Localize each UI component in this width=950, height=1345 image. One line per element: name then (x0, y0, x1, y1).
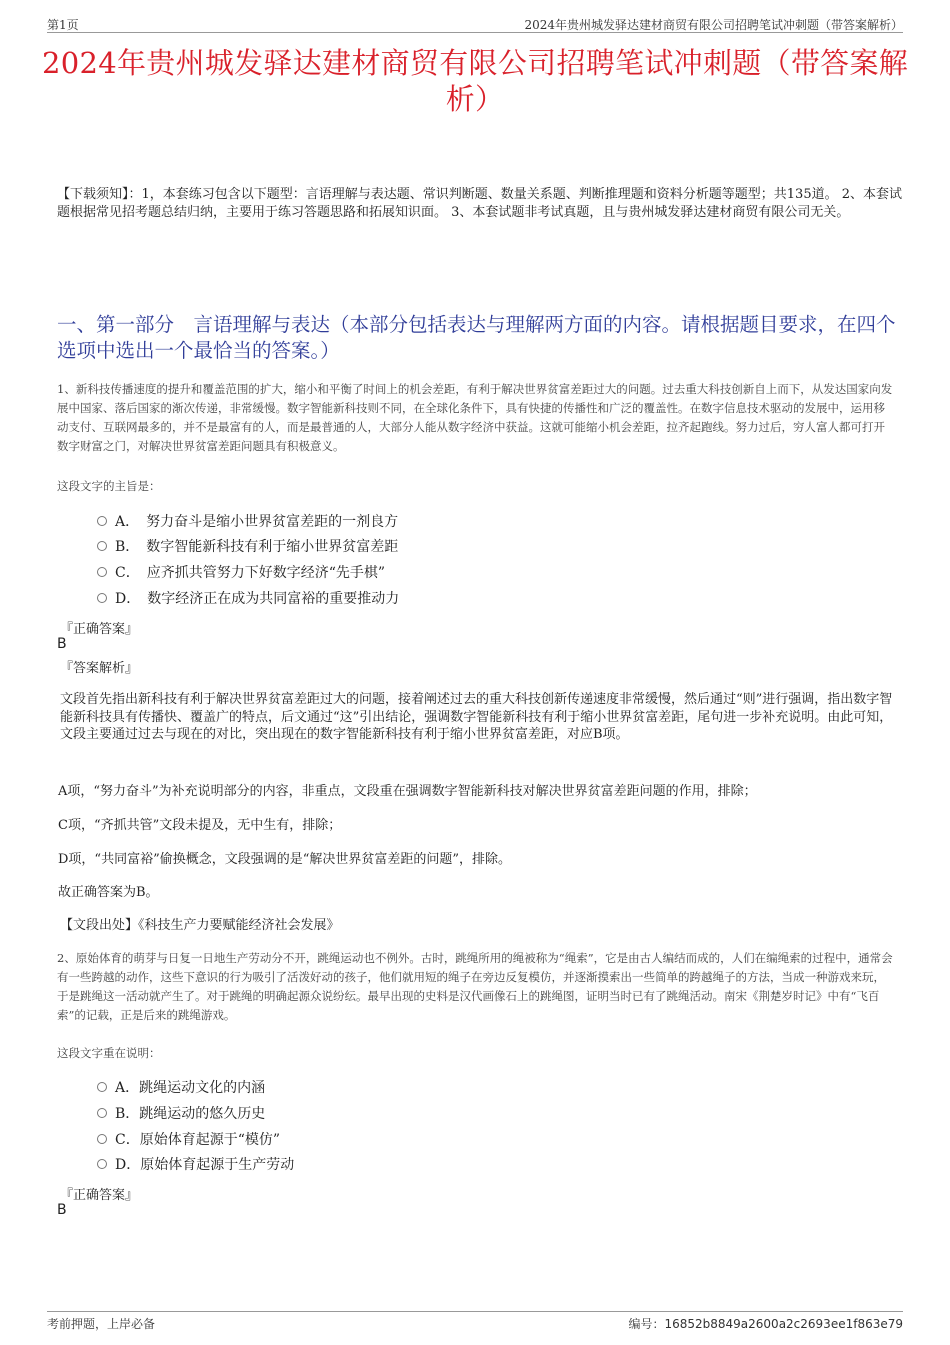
page-title: 2024年贵州城发驿达建材商贸有限公司招聘笔试冲刺题（带答案解析） (41, 46, 909, 116)
q2-answer: B (57, 1202, 67, 1218)
q1-option-c[interactable] (97, 563, 385, 583)
radio-icon[interactable] (97, 1082, 107, 1092)
q2-option-b[interactable] (97, 1104, 265, 1124)
q2-option-a[interactable] (97, 1078, 265, 1098)
q1-option-b-label: B． 数字智能新科技有利于缩小世界贫富差距 (115, 539, 399, 555)
q1-explain-d: D项，“共同富裕”偷换概念，文段强调的是“解决世界贫富差距的问题”，排除。 (58, 852, 512, 867)
radio-icon[interactable] (97, 1134, 107, 1144)
radio-icon[interactable] (97, 593, 107, 603)
question-2-text: 2、原始体育的萌芽与日复一日地生产劳动分不开，跳绳运动也不例外。古时，跳绳所用的绳被称为“绳索”，它是由古人编结而成的，人们在编绳索的过程中，通常会有一些跨越的动作，这些下意识的行为吸引了活泼好动的孩子，他们就用短的绳子在旁边反复模仿，并逐渐摸索出一些简单的跨越绳子的方法，当成一种游戏来玩，于是跳绳这一活动就产生了。对于跳绳的明确起源众说纷纭。最早出现的史料是汉代画像石上的跳绳图，证明当时已有了跳绳活动。南宋《荆楚岁时记》中有“飞百索”的记载，正是后来的跳绳游戏。 (57, 951, 893, 1022)
radio-icon[interactable] (97, 1159, 107, 1169)
question-2-prompt: 这段文字重在说明： (57, 1046, 161, 1060)
q1-option-a[interactable] (97, 512, 398, 532)
radio-icon[interactable] (97, 567, 107, 577)
q1-conclusion: 故正确答案为B。 (58, 885, 159, 900)
q2-answer-label: 『正确答案』 (60, 1188, 139, 1203)
download-notice: 【下载须知】：1，本套练习包含以下题型：言语理解与表达题、常识判断题、数量关系题、判断推理题和资料分析题等题型；共135道。 2、本套试题根据常见招考题总结归纳，主要用于练习答题思路和拓展知识面。 3、本套试题非考试真题，且与贵州城发驿达建材商贸有限公司无关。 (57, 187, 902, 220)
q1-answer-label: 『正确答案』 (60, 622, 139, 637)
header-doc-title: 2024年贵州城发驿达建材商贸有限公司招聘笔试冲刺题（带答案解析） (524, 18, 903, 32)
q1-answer: B (57, 636, 67, 652)
q2-option-d[interactable] (97, 1155, 294, 1175)
question-1-text: 1、新科技传播速度的提升和覆盖范围的扩大，缩小和平衡了时间上的机会差距，有利于解决世界贫富差距过大的问题。过去重大科技创新自上而下，从发达国家向发展中国家、落后国家的渐次传递，非常缓慢。数字智能新科技则不同，在全球化条件下，具有快捷的传播性和广泛的覆盖性。在数字信息技术驱动的发展中，运用移动支付、互联网最多的，并不是最富有的人，而是最普通的人，大部分人能从数字经济中获益。这就可能缩小机会差距，拉齐起跑线。努力过后，穷人富人都可打开数字财富之门，对解决世界贫富差距问题具有积极意义。 (57, 382, 893, 453)
q2-option-b-label: B．跳绳运动的悠久历史 (115, 1106, 266, 1122)
q2-option-d-label: D．原始体育起源于生产劳动 (115, 1157, 295, 1173)
q1-analysis-label: 『答案解析』 (60, 661, 139, 676)
q1-explain-c: C项，“齐抓共管”文段未提及，无中生有，排除； (58, 818, 342, 833)
q1-option-a-label: A． 努力奋斗是缩小世界贫富差距的一剂良方 (115, 514, 399, 530)
q1-option-c-label: C． 应齐抓共管努力下好数字经济“先手棋” (115, 565, 386, 581)
q2-option-c-label: C．原始体育起源于“模仿” (115, 1132, 281, 1148)
footer-code-label: 编号： (628, 1317, 665, 1331)
radio-icon[interactable] (97, 541, 107, 551)
q2-option-a-label: A．跳绳运动文化的内涵 (115, 1080, 266, 1096)
footer-slogan: 考前押题，上岸必备 (47, 1317, 156, 1331)
q2-option-c[interactable] (97, 1130, 280, 1150)
radio-icon[interactable] (97, 516, 107, 526)
radio-icon[interactable] (97, 1108, 107, 1118)
q1-option-d[interactable] (97, 589, 399, 609)
q1-source: 【文段出处】《科技生产力要赋能经济社会发展》 (60, 918, 340, 933)
page-footer (47, 1311, 903, 1332)
question-1-prompt: 这段文字的主旨是： (57, 479, 161, 493)
q1-explain-a: A项，“努力奋斗”为补充说明部分的内容，非重点，文段重在强调数字智能新科技对解决世界贫富差距问题的作用，排除； (58, 784, 757, 799)
footer-code (628, 1315, 903, 1332)
page-header (47, 14, 903, 33)
page-number: 第1页 (47, 18, 79, 32)
section-title: 一、第一部分 言语理解与表达（本部分包括表达与理解两方面的内容。请根据题目要求，在四个选项中选出一个最恰当的答案。） (57, 313, 896, 362)
q1-option-b[interactable] (97, 537, 398, 557)
q1-option-d-label: D． 数字经济正在成为共同富裕的重要推动力 (115, 591, 400, 607)
footer-code-value: 16852b8849a2600a2c2693ee1f863e79 (664, 1317, 903, 1331)
q1-analysis: 文段首先指出新科技有利于解决世界贫富差距过大的问题，接着阐述过去的重大科技创新传递速度非常缓慢，然后通过“则”进行强调，指出数字智能新科技具有传播快、覆盖广的特点，后文通过“这”引出结论，强调数字智能新科技有利于缩小世界贫富差距，尾句进一步补充说明。由此可知，文段主要通过过去与现在的对比，突出现在的数字智能新科技有利于缩小世界贫富差距，对应B项。 (60, 692, 893, 742)
